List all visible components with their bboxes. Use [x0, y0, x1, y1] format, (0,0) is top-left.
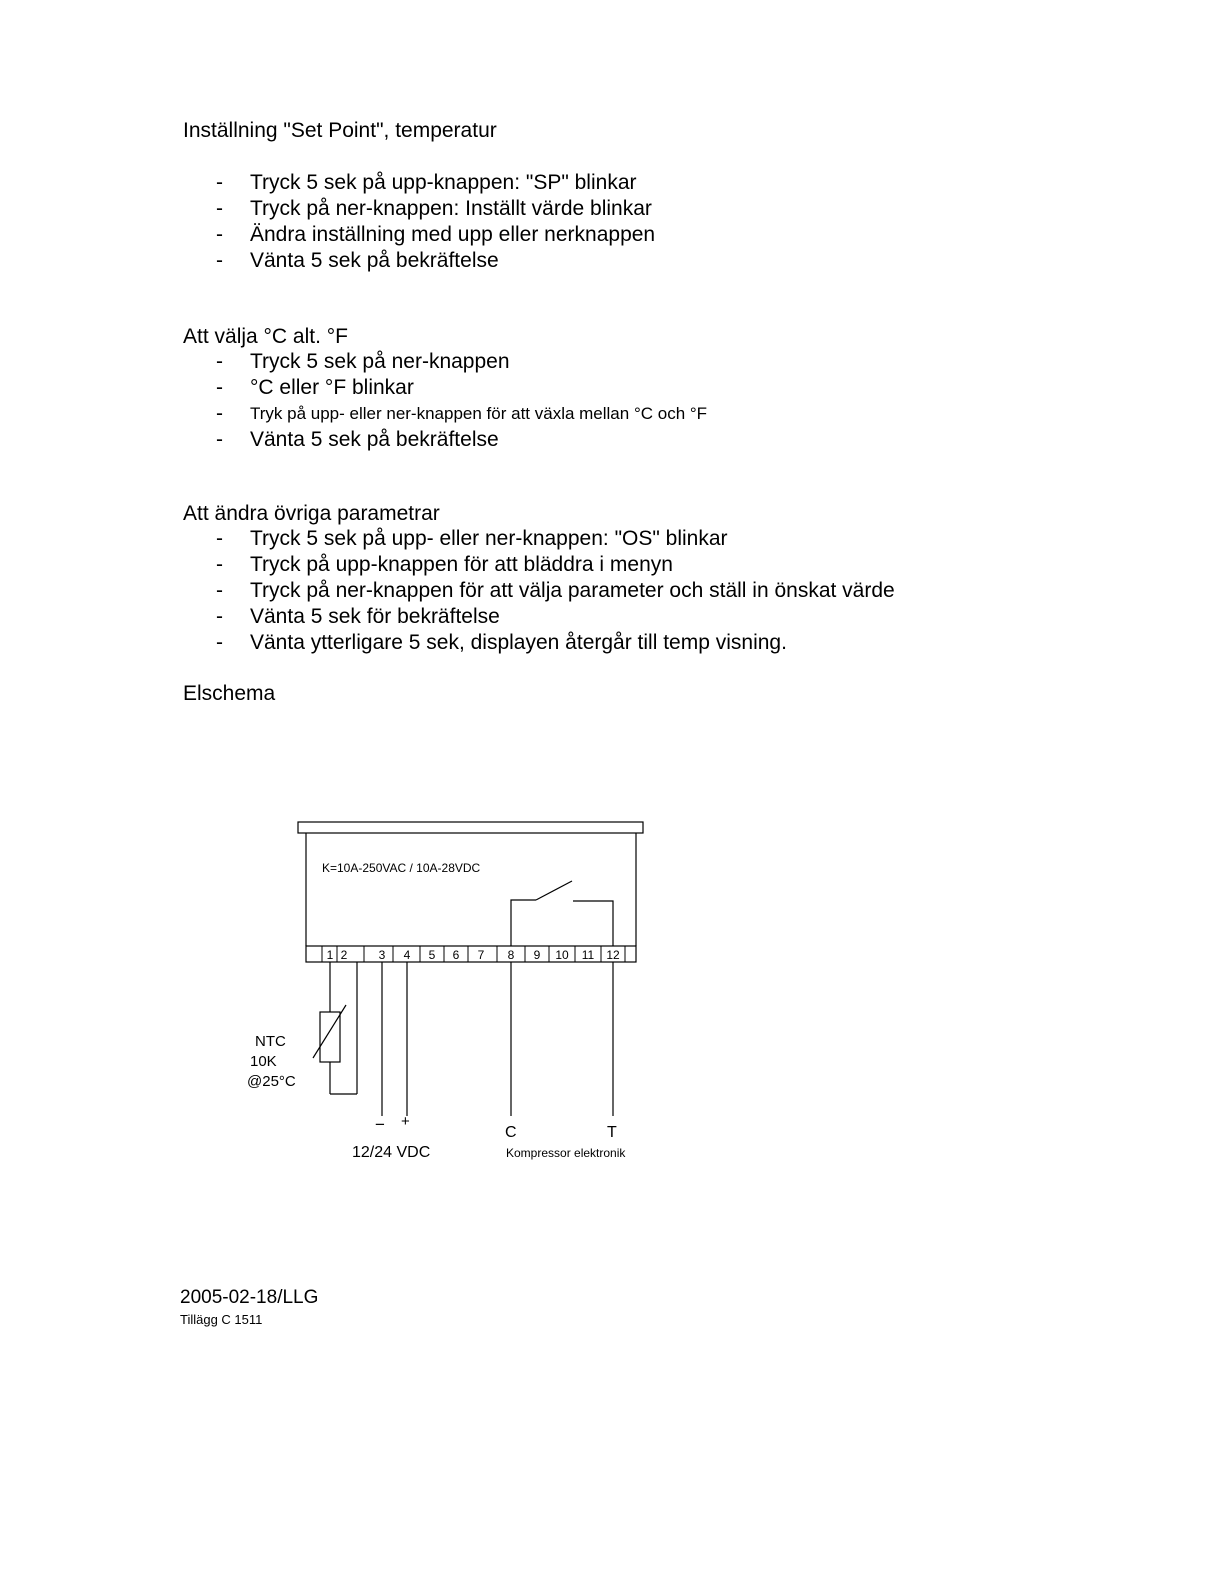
list-item: - Tryck på ner-knappen: Inställt värde blinkar [216, 197, 652, 220]
ntc-label-line1: NTC [255, 1033, 286, 1050]
footer-reference: Tillägg C 1511 [180, 1312, 263, 1327]
t-terminal-label: T [607, 1124, 617, 1141]
list-item: - Tryck 5 sek på upp- eller ner-knappen: "OS" blinkar [216, 527, 728, 550]
relay-contact-arm [536, 881, 572, 900]
list-item: - Vänta 5 sek på bekräftelse [216, 249, 499, 272]
list-item: - Tryk på upp- eller ner-knappen för att växla mellan °C och °F [216, 402, 708, 425]
list-item: - Tryck 5 sek på upp-knappen: "SP" blinkar [216, 171, 637, 194]
terminal-number-3: 3 [378, 948, 386, 962]
relay-rating-label: K=10A-250VAC / 10A-28VDC [322, 861, 481, 875]
c-terminal-label: C [505, 1124, 517, 1141]
list-item: - Ändra inställning med upp eller nerknappen [216, 223, 656, 246]
terminal-number-10: 10 [555, 948, 569, 962]
terminal-number-11: 11 [581, 948, 595, 962]
ntc-diagonal [313, 1005, 346, 1058]
section-heading-parameters: Att ändra övriga parametrar [183, 502, 440, 525]
terminal-number-1: 1 [326, 948, 334, 962]
terminal-number-8: 8 [507, 948, 515, 962]
terminal-number-4: 4 [403, 948, 411, 962]
schematic-heading: Elschema [183, 682, 276, 705]
list-item: - Vänta 5 sek för bekräftelse [216, 605, 500, 628]
plus-sign: + [401, 1113, 410, 1130]
list-item: - Tryck på ner-knappen för att välja parameter och ställ in önskat värde [216, 579, 895, 602]
relay-wire-left [511, 900, 536, 946]
ntc-label-line3: @25°C [247, 1073, 296, 1090]
section-heading-unit: Att välja °C alt. °F [183, 325, 349, 348]
terminal-number-7: 7 [477, 948, 485, 962]
footer-date: 2005-02-18/LLG [180, 1287, 319, 1308]
list-item: - Tryck 5 sek på ner-knappen [216, 350, 510, 373]
section-heading-setpoint: Inställning "Set Point", temperatur [183, 119, 497, 142]
list-item: - Tryck på upp-knappen för att bläddra i menyn [216, 553, 673, 576]
ntc-label-line2: 10K [250, 1053, 277, 1070]
terminal-number-2: 2 [340, 948, 348, 962]
compressor-label: Kompressor elektronik [506, 1146, 626, 1160]
list-item: - °C eller °F blinkar [216, 376, 414, 399]
terminal-number-6: 6 [452, 948, 460, 962]
terminal-number-5: 5 [428, 948, 436, 962]
terminal-number-9: 9 [533, 948, 541, 962]
list-item: - Vänta 5 sek på bekräftelse [216, 428, 499, 451]
list-item: - Vänta ytterligare 5 sek, displayen återgår till temp visning. [216, 631, 787, 654]
supply-voltage-label: 12/24 VDC [352, 1144, 431, 1161]
minus-sign: − [375, 1115, 385, 1134]
relay-wire-right [573, 901, 613, 946]
controller-top-bezel [298, 822, 643, 833]
terminal-number-12: 12 [606, 948, 620, 962]
